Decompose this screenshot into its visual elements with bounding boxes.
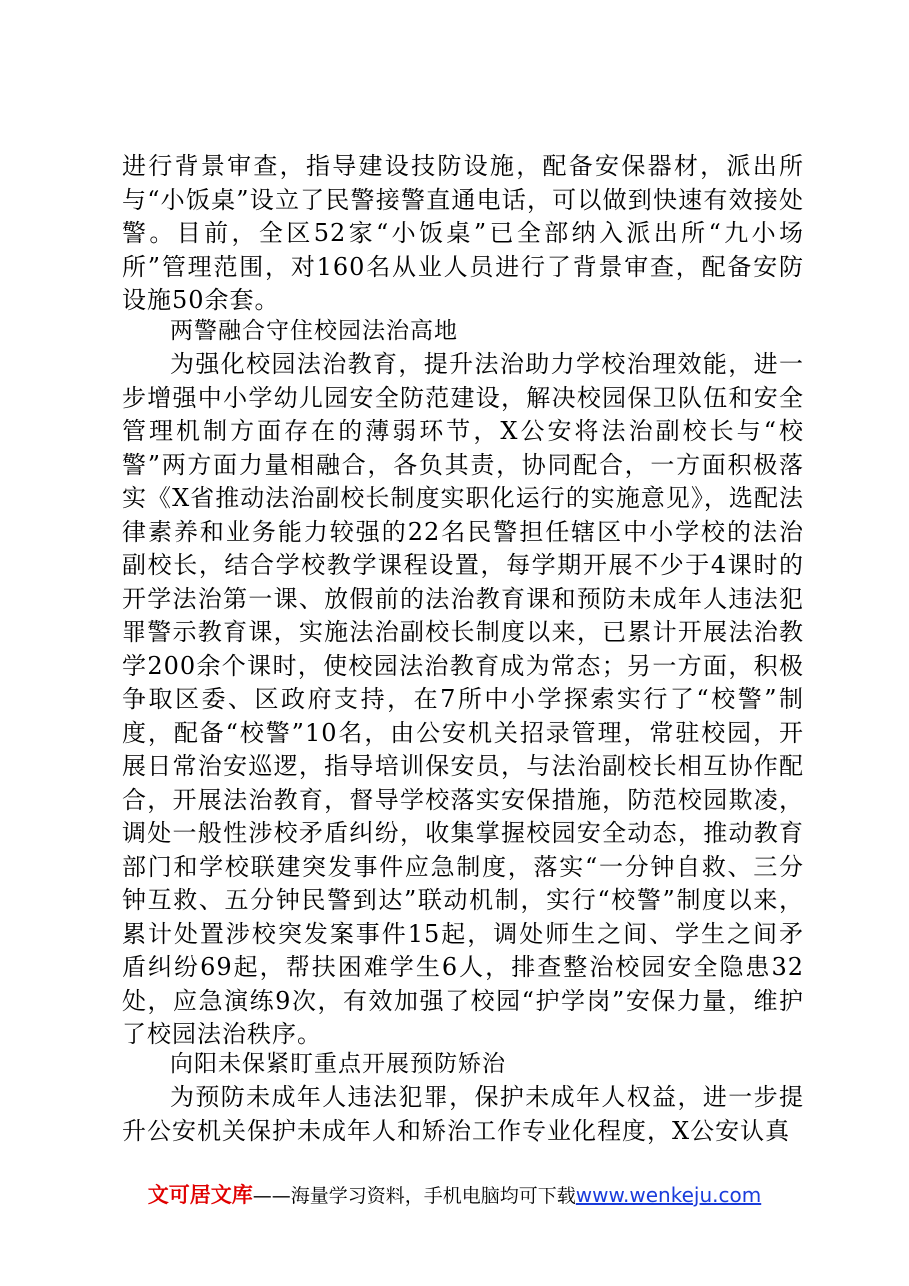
paragraph-2: 为强化校园法治教育，提升法治助力学校治理效能，进一步增强中小学幼儿园安全防范建设，解决校园保卫队伍和安全管理机制方面存在的薄弱环节，X公安将法治副校长与“校警”两方面力量相融合，各负其责，协同配合，一方面积极落实《X省推动法治副校长制度实职化运行的实施意见》，选配法律素养和业务能力较强的22名民警担任辖区中小学校的法治副校长，结合学校教学课程设置，每学期开展不少于4课时的开学法治第一课、放假前的法治教育课和预防未成年人违法犯罪警示教育课，实施法治副校长制度以来，已累计开展法治教学200余个课时，使校园法治教育成为常态；另一方面，积极争取区委、区政府支持，在7所中小学探索实行了“校警”制度，配备“校警”10名，由公安机关招录管理，常驻校园，开展日常治安巡逻，指导培训保安员，与法治副校长相互协作配合，开展法治教育，督导学校落实安保措施，防范校园欺凌，调处一般性涉校矛盾纠纷，收集掌握校园安全动态，推动教育部门和学校联建突发事件应急制度，落实“一分钟自救、三分钟互救、五分钟民警到达”联动机制，实行“校警”制度以来，累计处置涉校突发案事件15起，调处师生之间、学生之间矛盾纠纷69起，帮扶困难学生6人，排查整治校园安全隐患32处，应急演练9次，有效加强了校园“护学岗”安保力量，维护了校园法治秩序。 [122,350,804,1048]
footer-link[interactable]: www.wenkeju.com [575,1183,762,1207]
footer-brand: 文可居文库 [147,1183,253,1207]
paragraph-continued: 进行背景审查，指导建设技防设施，配备安保器材，派出所与“小饭桌”设立了民警接警直通电话，可以做到快速有效接处警。目前，全区52家“小饭桌”已全部纳入派出所“九小场所”管理范围，对160名从业人员进行了背景审查，配备安防设施50余套。 [122,152,804,314]
section-heading-1: 两警融合守住校园法治高地 [170,318,458,344]
footer-description: ——海量学习资料，手机电脑均可下载 [252,1185,576,1207]
page-footer [0,1181,909,1210]
section-heading-2: 向阳未保紧盯重点开展预防矫治 [170,1051,506,1077]
paragraph-3: 为预防未成年人违法犯罪，保护未成年人权益，进一步提升公安机关保护未成年人和矫治工作专业化程度，X公安认真 [122,1083,804,1145]
